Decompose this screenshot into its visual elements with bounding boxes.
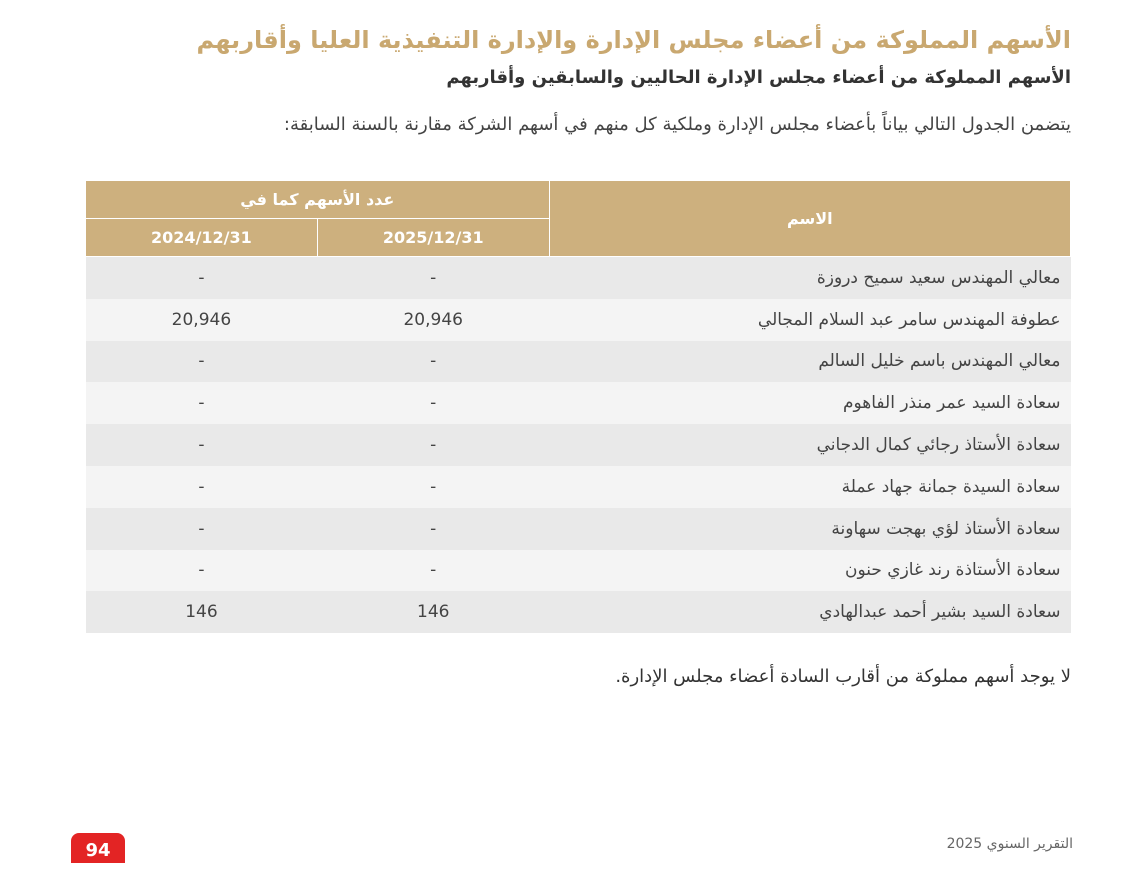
cell-name: معالي المهندس سعيد سميح دروزة (549, 257, 1070, 299)
cell-2024: - (86, 341, 318, 383)
cell-2024: - (86, 508, 318, 550)
cell-2024: - (86, 424, 318, 466)
header-name: الاسم (549, 181, 1070, 257)
table-row (86, 550, 1071, 592)
cell-name: سعادة السيد عمر منذر الفاهوم (549, 382, 1070, 424)
cell-2025: 20,946 (317, 299, 549, 341)
cell-name: سعادة الأستاذ رجائي كمال الدجاني (549, 424, 1070, 466)
cell-2025: - (317, 382, 549, 424)
header-2025: 2025/12/31 (317, 219, 549, 257)
cell-2024: - (86, 382, 318, 424)
cell-2024: - (86, 550, 318, 592)
table-row (86, 382, 1071, 424)
cell-name: سعادة السيد بشير أحمد عبدالهادي (549, 591, 1070, 633)
table-row (86, 591, 1071, 633)
header-shares-group: عدد الأسهم كما في (86, 181, 550, 219)
table-row (86, 424, 1071, 466)
cell-2025: - (317, 341, 549, 383)
shares-table (85, 180, 1071, 633)
table-row (86, 257, 1071, 299)
cell-2024: 146 (86, 591, 318, 633)
table-row (86, 341, 1071, 383)
cell-name: عطوفة المهندس سامر عبد السلام المجالي (549, 299, 1070, 341)
cell-2025: 146 (317, 591, 549, 633)
section-subtitle: الأسهم المملوكة من أعضاء مجلس الإدارة الحاليين والسابقين وأقاربهم (446, 67, 1071, 88)
cell-2025: - (317, 466, 549, 508)
cell-name: معالي المهندس باسم خليل السالم (549, 341, 1070, 383)
cell-2025: - (317, 508, 549, 550)
intro-paragraph: يتضمن الجدول التالي بياناً بأعضاء مجلس الإدارة وملكية كل منهم في أسهم الشركة مقارنة بالسنة السابقة: (283, 114, 1071, 135)
cell-name: سعادة السيدة جمانة جهاد عملة (549, 466, 1070, 508)
table-row (86, 466, 1071, 508)
page-title: الأسهم المملوكة من أعضاء مجلس الإدارة والإدارة التنفيذية العليا وأقاربهم (196, 26, 1071, 54)
page-number: 94 (71, 833, 125, 863)
header-2024: 2024/12/31 (86, 219, 318, 257)
cell-2024: 20,946 (86, 299, 318, 341)
note-text: لا يوجد أسهم مملوكة من أقارب السادة أعضاء مجلس الإدارة. (615, 666, 1071, 687)
table-row (86, 508, 1071, 550)
cell-2025: - (317, 424, 549, 466)
cell-2024: - (86, 257, 318, 299)
footer-report-label: التقرير السنوي 2025 (946, 836, 1073, 852)
cell-2024: - (86, 466, 318, 508)
cell-2025: - (317, 550, 549, 592)
cell-name: سعادة الأستاذ لؤي بهجت سهاونة (549, 508, 1070, 550)
table-row (86, 299, 1071, 341)
cell-name: سعادة الأستاذة رند غازي حنون (549, 550, 1070, 592)
cell-2025: - (317, 257, 549, 299)
